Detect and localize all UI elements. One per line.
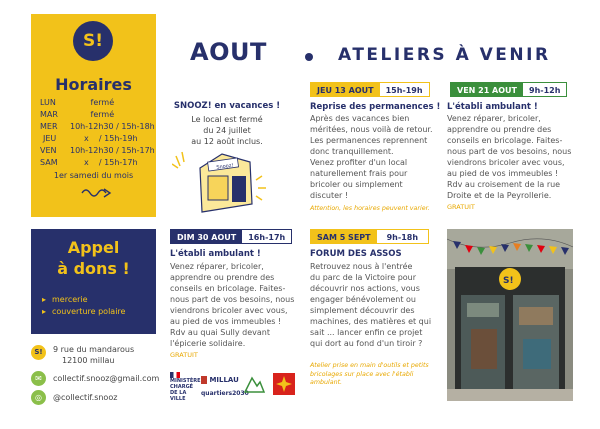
event-note: Attention, les horaires peuvent varier. — [310, 205, 430, 212]
donation-item — [42, 307, 125, 316]
event-line: naturellement frais pour — [310, 169, 408, 178]
event-line: bricoler ou simplement — [310, 180, 403, 189]
email-link[interactable]: collectif.snooz@gmail.com — [53, 374, 160, 383]
event-line: conseils en bricolage. Faites- — [447, 136, 563, 145]
hours-note: 1er samedi du mois — [53, 171, 134, 180]
hours-day: JEU — [43, 134, 57, 143]
hours-row — [40, 158, 138, 167]
hours-time: 10h-12h30 / 15h-18h — [70, 122, 155, 131]
triangle-bullet-icon: ▸ — [42, 295, 47, 304]
instagram-link[interactable]: @collectif.snooz — [53, 393, 118, 402]
event-title: Reprise des permanences ! — [310, 102, 441, 112]
address-city: 12100 millau — [62, 356, 115, 365]
event-line: méritées, nous voilà de retour. — [310, 125, 433, 134]
free-label: GRATUIT — [447, 203, 475, 211]
hours-row — [40, 98, 114, 107]
date-label: VEN 21 AOUT — [451, 83, 523, 96]
snooz-small-logo: S! — [31, 345, 46, 360]
event-line: Venez réparer, bricoler, — [447, 114, 541, 123]
event-line: Après des vacances bien — [310, 114, 410, 123]
time-label: 9h-12h — [523, 83, 566, 96]
event-line: nous part de vos besoins, nous — [447, 147, 572, 156]
address-line: 9 rue du mandarous — [53, 345, 135, 354]
event-description — [310, 261, 442, 349]
event-line: Rdv au quai Sully devant — [170, 328, 270, 337]
event-note-line: ambulant. — [310, 379, 343, 386]
donation-item-label: couverture polaire — [52, 307, 126, 316]
mail-icon: ✉ — [31, 371, 46, 386]
event-description — [310, 113, 438, 201]
donation-item-label: mercerie — [52, 295, 88, 304]
hours-day: MER — [40, 122, 58, 131]
date-label: SAM 5 SEPT — [311, 230, 377, 243]
hours-title: Horaires — [55, 75, 132, 94]
event-line: discuter ! — [310, 191, 349, 200]
hours-time: x / 15h-19h — [84, 134, 138, 143]
donation-item — [42, 295, 88, 304]
event-line: conseils en bricolage. Faites- — [170, 284, 286, 293]
section-title: ATELIERS À VENIR — [338, 45, 551, 65]
event-line: Droite et de la Peyrollerie. — [447, 191, 552, 200]
event-line: Retrouvez nous à l'entrée — [310, 262, 413, 271]
event-note-line: bricolages sur place avec l'établi — [310, 370, 414, 378]
date-tag — [170, 229, 292, 244]
hours-row — [40, 134, 138, 143]
storefront-photo — [447, 229, 573, 401]
vacation-line: Le local est fermé — [191, 115, 263, 124]
millau-logo-text: MILLAU — [209, 376, 239, 384]
event-line: viendrons bricoler avec vous, — [170, 306, 288, 315]
month-title: AOUT — [190, 38, 267, 66]
event-line: apprendre ou prendre des — [170, 273, 275, 282]
vacation-title: SNOOZ! en vacances ! — [173, 101, 281, 111]
event-line: simplement découvrir des — [310, 306, 415, 315]
event-line: Venez réparer, bricoler, — [170, 262, 264, 271]
time-label: 16h-17h — [242, 230, 291, 243]
hours-row — [40, 146, 155, 155]
event-line: Venez profiter d'un local — [310, 158, 408, 167]
instagram-icon: ◎ — [31, 390, 46, 405]
date-tag — [310, 229, 429, 244]
millau-logo — [201, 376, 239, 384]
ministry-logo — [170, 372, 201, 402]
event-line: Les permanences reprennent — [310, 136, 428, 145]
snooz-logo-badge: S! — [73, 21, 113, 61]
event-line: nous part de vos besoins, nous — [170, 295, 295, 304]
event-line: qui dort au fond d'un tiroir ? — [310, 339, 423, 348]
event-line: Rdv au croisement de la rue — [447, 180, 561, 189]
date-label: JEU 13 AOUT — [311, 83, 380, 96]
event-title: L'établi ambulant ! — [447, 102, 538, 112]
event-line: donc tranquillement. — [310, 147, 394, 156]
region-logo-icon — [272, 372, 296, 396]
event-line: du parc de la Victoire pour — [310, 273, 417, 282]
event-line: l'épicerie solidaire. — [170, 339, 246, 348]
donation-title-line: Appel — [67, 238, 120, 257]
millau-crest-icon — [201, 376, 207, 384]
hours-time: x / 15h-17h — [84, 158, 138, 167]
hours-day: SAM — [40, 158, 58, 167]
hours-time: fermé — [90, 110, 115, 119]
time-label: 9h-18h — [377, 230, 428, 243]
hours-row — [40, 110, 114, 119]
quartiers-logo: quartiers2030 — [201, 390, 249, 397]
event-line: au pied de vos immeubles ! — [170, 317, 282, 326]
ministry-line: DE LA VILLE — [170, 390, 187, 402]
photo-sign-text: S! — [503, 276, 514, 286]
event-description — [170, 261, 300, 349]
bullet-dot-icon — [305, 53, 313, 61]
event-line: machines, des matières et qui — [310, 317, 432, 326]
event-title: FORUM DES ASSOS — [310, 249, 402, 259]
date-tag — [310, 82, 430, 97]
triangle-bullet-icon: ▸ — [42, 307, 47, 316]
event-note-line: Atelier prise en main d'outils et petits — [310, 362, 429, 369]
event-line: sait ... lancer enfin ce projet — [310, 328, 423, 337]
hours-day: VEN — [40, 146, 57, 155]
hours-row — [40, 122, 155, 131]
date-label: DIM 30 AOUT — [171, 230, 242, 243]
shop-sign-text: Snooz! — [216, 162, 234, 171]
vacation-text — [168, 114, 286, 147]
event-line: découvrir nos actions, vous — [310, 284, 420, 293]
ministry-line: MINISTÈRE — [170, 378, 201, 384]
hours-day: MAR — [40, 110, 58, 119]
event-description — [447, 113, 587, 201]
event-line: au pied de vos immeubles ! — [447, 169, 559, 178]
event-line: engager bénévolement ou — [310, 295, 416, 304]
date-tag — [450, 82, 567, 97]
hours-time: 10h-12h30 / 15h-17h — [70, 146, 155, 155]
hours-time: fermé — [90, 98, 115, 107]
vacation-line: au 12 août inclus. — [191, 137, 263, 146]
vacation-line: du 24 juillet — [203, 126, 251, 135]
storefront-photo-drawing — [447, 229, 573, 401]
donation-title-line: à dons ! — [57, 259, 130, 278]
event-title: L'établi ambulant ! — [170, 249, 261, 259]
donation-title — [31, 237, 156, 279]
event-note — [310, 362, 444, 388]
free-label: GRATUIT — [170, 351, 198, 359]
event-line: apprendre ou prendre des — [447, 125, 552, 134]
squiggle-arrow-icon — [80, 184, 114, 202]
ministry-line: CHARGÉ — [170, 384, 194, 390]
event-line: viendrons bricoler avec vous, — [447, 158, 565, 167]
mountain-logo-icon — [243, 374, 265, 394]
hours-day: LUN — [40, 98, 56, 107]
time-label: 15h-19h — [380, 83, 429, 96]
closed-shop-illustration — [172, 148, 272, 218]
